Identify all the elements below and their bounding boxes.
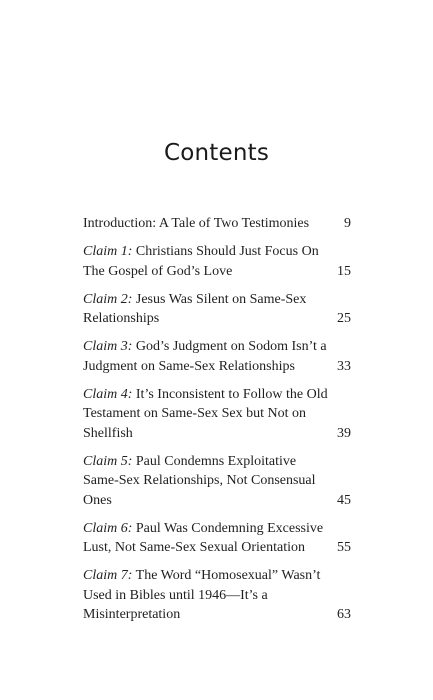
toc-entry-text [83,290,333,329]
toc-page-number: 25 [337,311,351,326]
toc-entry-claim-6[interactable] [83,519,351,558]
toc-entry-prefix: Claim 1: [83,244,133,259]
toc-entry-prefix: Claim 3: [83,339,133,354]
toc-entry-text [83,385,333,444]
toc-entry-text [83,566,333,625]
toc-entry-text [83,214,333,234]
toc-entry-title: Jesus Was Silent on Same-Sex Relationships [83,291,307,326]
toc-page-number: 33 [337,358,351,374]
toc-entry-title: Paul Was Condemning Excessive Lust, Not Same-Sex Sexual Orientation [83,520,324,555]
toc-entry-title: The Word “Homosexual” Wasn’t Used in Bibles until 1946—It’s a Misinterpretation [83,568,321,622]
toc-page-number: 15 [337,263,351,279]
toc-entry-text [83,452,333,511]
toc-entry-claim-5[interactable] [83,452,351,511]
toc-entry-text [83,242,333,281]
toc-entry-title: God’s Judgment on Sodom Isn’t a Judgment on Same-Sex Relationships [83,339,327,374]
toc-entry-claim-4[interactable] [83,385,351,444]
toc-entry-title: It’s Inconsistent to Follow the Old Testament on Same-Sex Sex but Not on Shellfish [83,386,328,441]
toc-page-number: 45 [337,492,351,508]
toc-page-number: 9 [344,216,351,231]
toc-entry-text [83,337,333,376]
toc-entry-prefix: Claim 7: [83,568,133,583]
toc-page-number: 39 [337,425,351,441]
page-title: Contents [163,140,270,166]
table-of-contents [83,214,351,633]
toc-entry-prefix: Claim 6: [83,520,133,536]
toc-entry-introduction[interactable] [83,214,351,234]
toc-entry-text [83,519,333,558]
toc-entry-title: Christians Should Just Focus On The Gospel of God’s Love [83,244,319,279]
toc-entry-claim-1[interactable] [83,242,351,281]
toc-page-number: 55 [337,540,351,555]
toc-entry-prefix: Claim 4: [83,386,133,402]
toc-page-number: 63 [337,607,351,622]
toc-entry-claim-7[interactable] [83,566,351,625]
toc-entry-claim-2[interactable] [83,290,351,329]
toc-entry-prefix: Claim 5: [83,453,133,469]
toc-entry-title: Introduction: A Tale of Two Testimonies [83,216,310,231]
toc-entry-prefix: Claim 2: [83,291,133,307]
toc-entry-claim-3[interactable] [83,337,351,376]
toc-entry-title: Paul Condemns Exploitative Same-Sex Relationships, Not Consensual Ones [83,453,316,508]
